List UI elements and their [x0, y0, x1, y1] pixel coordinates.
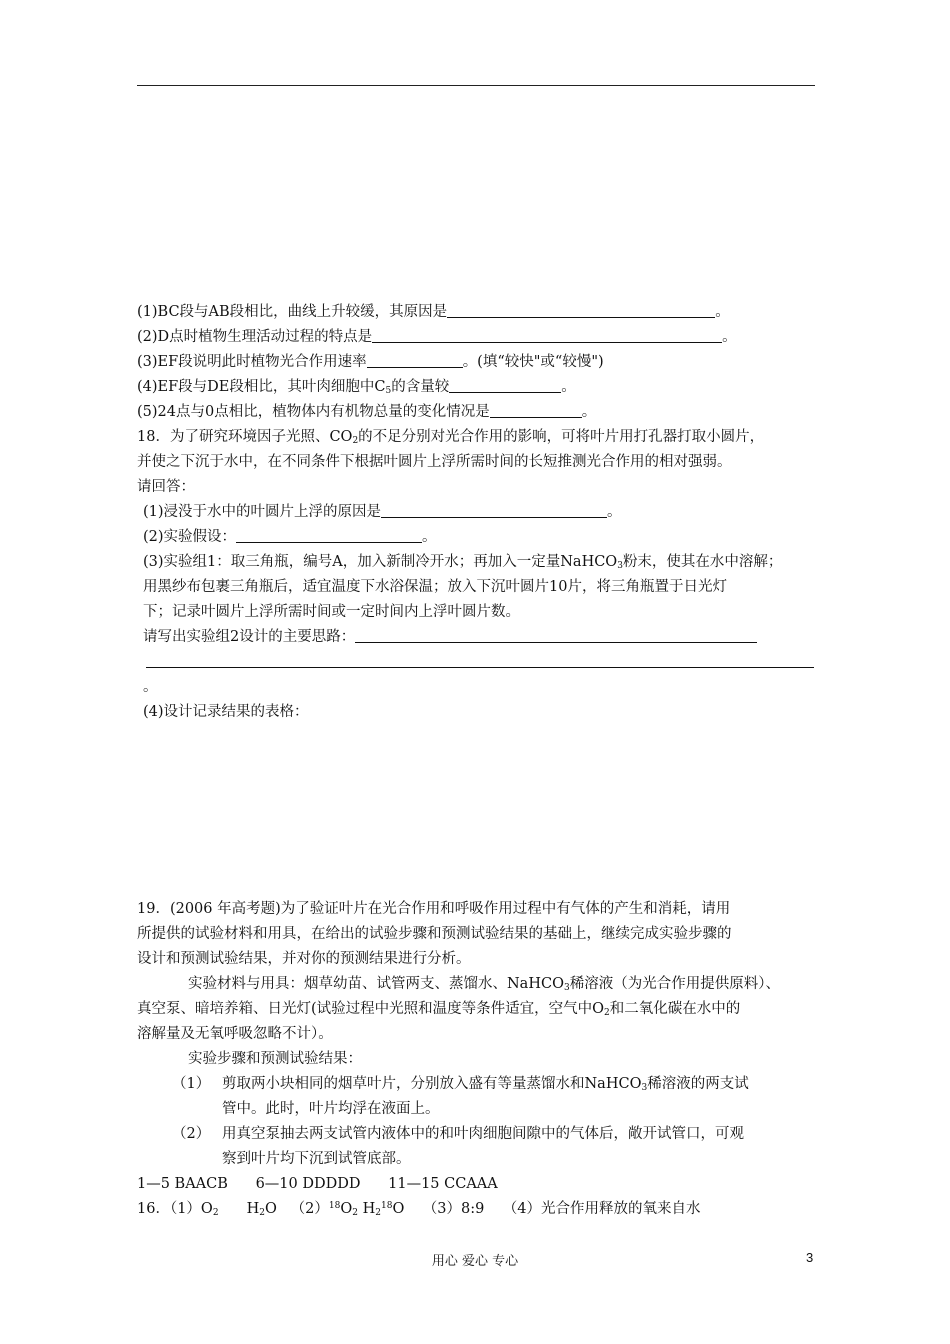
- q18-part2: (2)实验假设： 。: [143, 529, 437, 545]
- answer-blank[interactable]: [367, 353, 463, 368]
- answer-blank[interactable]: [236, 528, 422, 543]
- q18-part4: (4)设计记录结果的表格：: [143, 704, 309, 720]
- answer-blank[interactable]: [355, 628, 757, 643]
- q18-part3-line1: (3)实验组1：取三角瓶，编号A，加入新制冷开水；再加入一定量NaHCO$_3$粉末，使其在水中溶解；: [143, 554, 783, 571]
- q18-part3-line4: 请写出实验组2设计的主要思路：: [143, 627, 757, 647]
- q18-part3-line2: 用黑纱布包裹三角瓶后，适宜温度下水浴保温；放入下沉叶圆片10片，将三角瓶置于日光灯: [143, 579, 727, 595]
- q18-line3: 请回答：: [137, 479, 195, 495]
- page-footer: 用心 爱心 专心: [431, 1254, 519, 1269]
- q19-step2-line1: 用真空泵抽去两支试管内液体中的和叶肉细胞间隙中的气体后，敞开试管口，可观: [222, 1126, 744, 1142]
- q17-part4: (4)EF段与DE段相比，其叶肉细胞中$C_5$的含量较 。: [137, 379, 576, 396]
- q19-step2-line2: 察到叶片均下沉到试管底部。: [222, 1151, 411, 1167]
- q17-part2: (2)D点时植物生理活动过程的特点是 。: [137, 329, 737, 345]
- q19-steps-title: 实验步骤和预测试验结果：: [188, 1051, 362, 1067]
- page-number: 3: [806, 1250, 814, 1265]
- q19-line3: 设计和预测试验结果，并对你的预测结果进行分析。: [137, 951, 471, 967]
- answers-line1: 1—5 BAACB 6—10 DDDDD 11—15 CCAAA: [137, 1176, 498, 1192]
- answer-blank[interactable]: [447, 303, 715, 318]
- q17-part3: (3)EF段说明此时植物光合作用速率 。(填“较快"或“较慢"): [137, 354, 604, 370]
- q19-line2: 所提供的试验材料和用具，在给出的试验步骤和预测试验结果的基础上，继续完成实验步骤的: [137, 926, 732, 942]
- q18-part3-line3: 下；记录叶圆片上浮所需时间或一定时间内上浮叶圆片数。: [143, 604, 520, 620]
- answers-line2: 16．$(1)O_2$ $H_2O$ $(2)^{18}O_2$ $H_2^{18}O$ （3）8:9 （4）光合作用释放的氧来自水: [137, 1201, 701, 1218]
- q19-materials-line1: 实验材料与用具：烟草幼苗、试管两支、蒸馏水、NaHCO$_3$稀溶液（为光合作用提供原料）、: [188, 976, 780, 993]
- q18-part1: (1)浸没于水中的叶圆片上浮的原因是 。: [143, 504, 622, 520]
- q19-step1-line1: 剪取两小块相同的烟草叶片，分别放入盛有等量蒸馏水和NaHCO$_3$稀溶液的两支试: [222, 1076, 749, 1093]
- answer-blank[interactable]: [381, 503, 607, 518]
- answer-blank-line[interactable]: [146, 667, 814, 668]
- q18-line2: 并使之下沉于水中，在不同条件下根据叶圆片上浮所需时间的长短推测光合作用的相对强弱。: [137, 454, 732, 470]
- answer-blank[interactable]: [449, 378, 561, 393]
- q19-step1-line2: 管中。此时，叶片均浮在液面上。: [222, 1101, 440, 1117]
- q18-part3-end: 。: [143, 679, 158, 695]
- answer-blank[interactable]: [372, 328, 722, 343]
- q19-step1-number: （1）: [172, 1076, 211, 1092]
- q19-line1: 19．(2006 年高考题)为了验证叶片在光合作用和呼吸作用过程中有气体的产生和消耗，请用: [137, 901, 731, 917]
- q19-materials-line3: 溶解量及无氧呼吸忽略不计）。: [137, 1026, 333, 1042]
- q19-step2-number: （2）: [172, 1126, 211, 1142]
- q18-line1: 18．为了研究环境因子光照、$CO_2$的不足分别对光合作用的影响，可将叶片用打孔器打取小圆片，: [137, 429, 765, 446]
- answer-blank[interactable]: [490, 403, 582, 418]
- q17-part5: (5)24点与0点相比，植物体内有机物总量的变化情况是 。: [137, 404, 597, 420]
- q19-materials-line2: 真空泵、暗培养箱、日光灯(试验过程中光照和温度等条件适宜，空气中$O_2$和二氧化碳在水中的: [137, 1001, 741, 1018]
- q17-part1: (1)BC段与AB段相比，曲线上升较缓，其原因是 。: [137, 304, 730, 320]
- header-rule: [137, 85, 815, 86]
